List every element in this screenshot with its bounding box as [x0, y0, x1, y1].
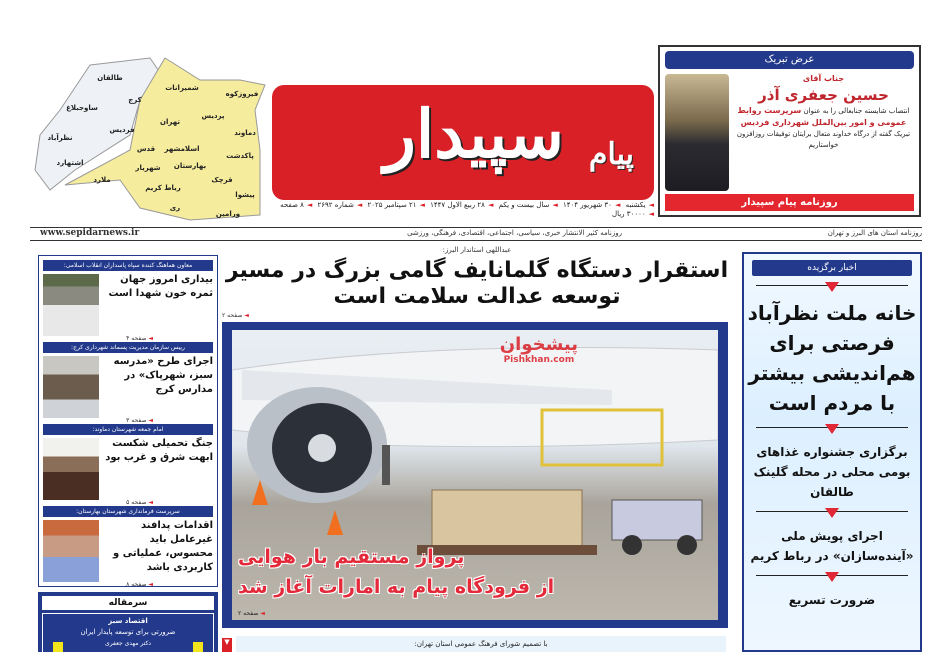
- divider: [756, 572, 908, 586]
- ad-name: حسین جعفری آذر: [758, 86, 889, 104]
- ad-portrait-photo: [665, 74, 729, 191]
- page-marker-icon: [825, 508, 839, 518]
- map-label: نظرآباد: [47, 134, 73, 142]
- story-kicker: سرپرست فرمانداری شهرستان بهارستان:: [43, 506, 213, 517]
- arrow-down-icon: ▼: [222, 638, 232, 652]
- editorial-label: سرمقاله: [42, 596, 214, 610]
- ad-header: عرض تبریک: [665, 51, 914, 69]
- news-story[interactable]: [43, 342, 213, 424]
- description: روزنامه کثیر الانتشار خبری، سیاسی، اجتماعی، اقتصادی، فرهنگی، ورزشی: [407, 229, 622, 237]
- date-item: یکشنبه: [625, 201, 646, 209]
- map-label: قرچک: [211, 176, 233, 184]
- ad-salutation: جناب آقای: [802, 74, 845, 83]
- date-item: ۳۰۰۰۰ ریال: [612, 210, 646, 218]
- story-page-ref: ◄ صفحه ۵: [126, 499, 153, 506]
- story-kicker: معاون هماهنگ کننده سپاه پاسداران انقلاب اسلامی:: [43, 260, 213, 271]
- date-item: ۲۸ ربیع الاول ۱۴۴۷: [430, 201, 485, 209]
- story-kicker: رییس سازمان مدیریت پسماند شهرداری کرج:: [43, 342, 213, 353]
- ad-text: انتصاب شایسته جنابعالی را به عنوان: [803, 107, 910, 115]
- map-label: بهارستان: [173, 162, 207, 170]
- page-marker-icon: [825, 424, 839, 434]
- map-label: رباط کریم: [145, 184, 181, 192]
- story-photo: [43, 274, 99, 336]
- main-photo-frame: [222, 322, 728, 628]
- editorial-title: اقتصاد سبز: [108, 617, 148, 625]
- divider: [756, 282, 908, 296]
- quote-mark-icon: [193, 642, 203, 652]
- watermark-text: پیشخوان: [499, 334, 578, 355]
- featured-news-header: اخبار برگزیده: [752, 260, 912, 276]
- map-label: تهران: [160, 118, 180, 126]
- bottom-story-kicker: با تصمیم شورای فرهنگ عمومی استان تهران:: [236, 636, 726, 652]
- story-headline: جنگ تحمیلی شکست ابهت شرق و غرب بود: [105, 438, 213, 463]
- story-photo: [43, 520, 99, 582]
- date-item: سال بیست و یکم: [498, 201, 550, 209]
- quote-mark-icon: [53, 642, 63, 652]
- map-label: کرج: [128, 96, 142, 104]
- map-label: ملارد: [93, 176, 111, 184]
- divider: [756, 508, 908, 522]
- cargo-plane-photo[interactable]: [232, 330, 718, 620]
- watermark-url: Pishkhan.com: [503, 355, 575, 365]
- story-page-ref: ◄ صفحه ۴: [126, 335, 153, 342]
- map-label: پیشوا: [235, 191, 255, 199]
- map-label: پردیس: [201, 112, 225, 120]
- date-item: ۲۱ سپتامبر ۲۰۲۵: [367, 201, 417, 209]
- map-label: قدس: [136, 145, 156, 153]
- page-marker-icon: [825, 572, 839, 582]
- date-item: شماره ۲۶۹۲: [317, 201, 354, 209]
- news-story[interactable]: [43, 260, 213, 342]
- editorial-content: [42, 613, 214, 653]
- website-link[interactable]: www.sepidarnews.ir: [40, 228, 140, 238]
- divider: [30, 240, 922, 241]
- featured-news-column: [742, 252, 922, 652]
- main-headline[interactable]: استقرار دستگاه گلمانایف گامی بزرگ در مسیر توسعه عدالت سلامت است: [225, 258, 729, 309]
- date-item: ۸ صفحه: [280, 201, 304, 209]
- map-label: طالقان: [97, 74, 123, 82]
- story-headline: بیداری امروز جهان ثمره خون شهدا است: [108, 274, 213, 299]
- map-label: ری: [169, 204, 181, 212]
- map-label: ورامین: [215, 210, 241, 218]
- photo-caption-line: پرواز مستقیم بار هوایی: [238, 546, 465, 568]
- left-news-column: [38, 255, 218, 587]
- story-headline: اقدامات پدافند غیرعامل باید محسوس، عملیاتی و کاربردی باشد: [113, 520, 213, 573]
- newspaper-logo: [272, 85, 654, 200]
- map-label: ساوجبلاغ: [66, 104, 98, 112]
- main-kicker: عبداللهی استاندار البرز:: [442, 246, 512, 254]
- map-label: فیروزکوه: [225, 90, 259, 98]
- divider: [756, 424, 908, 438]
- ad-footer: روزنامه پیام سپیدار: [665, 194, 914, 211]
- featured-news-item[interactable]: ضرورت تسریع: [788, 593, 876, 607]
- province-map: [30, 40, 270, 225]
- ad-text: تبریک گفته از درگاه خداوند متعال برایتان توفیقات روزافزون خواستاریم: [736, 130, 911, 149]
- editorial-subtitle: ضرورتی برای توسعه پایدار ایران: [80, 628, 176, 636]
- news-story[interactable]: [43, 424, 213, 506]
- map-label: شهریار: [135, 164, 161, 172]
- editorial-author: دکتر مهدی جعفری: [105, 640, 151, 647]
- divider: [30, 227, 922, 228]
- map-label: اشتهارد: [56, 159, 84, 167]
- date-item: ۳۰ شهریور ۱۴۰۴: [563, 201, 612, 209]
- main-page-ref: [222, 312, 249, 320]
- photo-caption-line: از فرودگاه پیام به امارات آغاز شد: [238, 576, 555, 598]
- featured-news-item[interactable]: برگزاری جشنواره غذاهای بومی محلی در محله گلینک طالقان: [753, 445, 911, 499]
- map-label: فردیس: [109, 126, 135, 134]
- page-marker-icon: [825, 282, 839, 292]
- news-story[interactable]: [43, 506, 213, 588]
- map-label: پاکدشت: [226, 152, 254, 160]
- logo-main-text: سپیدار: [384, 95, 564, 173]
- logo-small-text: پیام: [588, 137, 634, 172]
- photo-page-ref: ◄ صفحه ۲: [238, 610, 265, 617]
- congratulation-ad: [658, 45, 921, 217]
- featured-news-item[interactable]: اجرای پویش ملی «آینده‌سازان» در رباط کریم: [750, 529, 914, 563]
- page-ref-text: ◄ صفحه ۲: [222, 312, 249, 319]
- ad-body: [734, 73, 913, 151]
- pishkhan-watermark: [500, 334, 578, 365]
- tagline: روزنامه استان های البرز و تهران: [827, 229, 922, 237]
- story-photo: [43, 356, 99, 418]
- story-headline: اجرای طرح «مدرسه سبز، شهرپاک» در مدارس کرج: [113, 356, 213, 395]
- story-kicker: امام جمعه شهرستان دماوند:: [43, 424, 213, 435]
- map-label: دماوند: [234, 129, 256, 137]
- map-label: اسلامشهر: [164, 145, 200, 153]
- ad-text-highlight: سرپرست روابط عمومی و امور بین‌الملل شهرداری فردیس: [737, 106, 907, 127]
- subheader-row: [30, 228, 922, 240]
- featured-news-item[interactable]: خانه ملت نظرآباد فرصتی برای هم‌اندیشی بیشتر با مردم است: [747, 301, 917, 415]
- editorial-box[interactable]: [38, 592, 218, 652]
- story-photo: [43, 438, 99, 500]
- story-page-ref: ◄ صفحه ۸: [126, 581, 153, 588]
- photo-caption: [238, 542, 554, 602]
- story-page-ref: ◄ صفحه ۳: [126, 417, 153, 424]
- dateline: ◄یکشنبه ◄۳۰ شهریور ۱۴۰۴ ◄سال بیست و یکم ◄۲۸ ربیع الاول ۱۴۴۷ ◄۲۱ سپتامبر ۲۰۲۵ ◄شماره ۲۶۹۲ ◄۸ صفحه ◄۳۰۰۰۰ ریال: [280, 201, 654, 218]
- map-label: شمیرانات: [165, 84, 199, 92]
